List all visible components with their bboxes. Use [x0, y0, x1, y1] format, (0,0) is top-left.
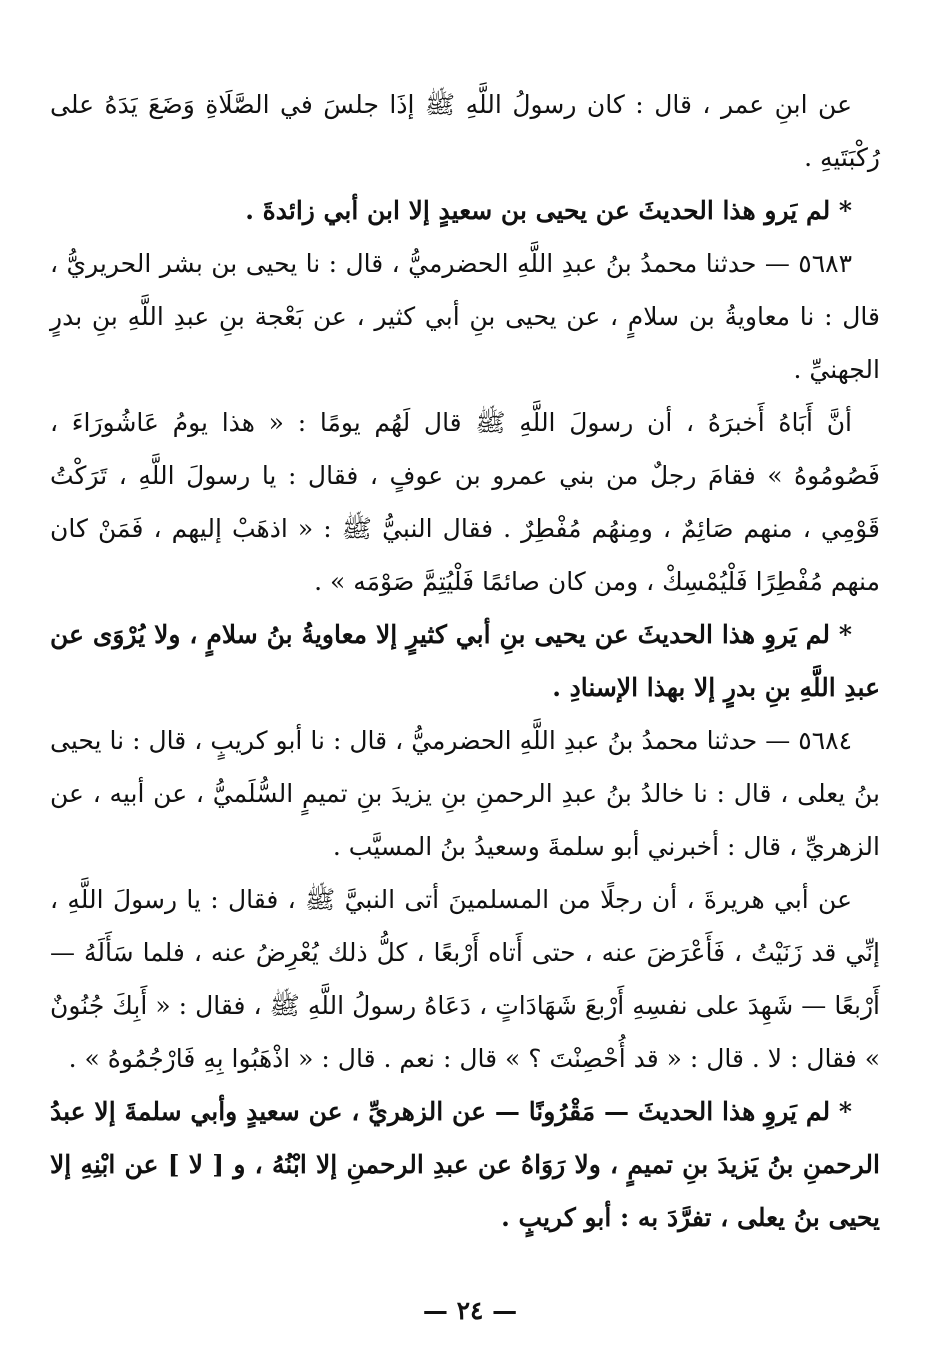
commentary-note-3: * لم يَروِ هذا الحديثَ — مَقْرُونًا — عن الزهريِّ ، عن سعيدٍ وأبي سلمةَ إلا عبدُ الرحمنِ بنُ يَزيدَ بنِ تميمٍ ، ولا رَوَاهُ عن عبدِ الرحمنِ إلا ابْنُهُ ، و [ لا ] عن ابْنِهِ إلا يحيى بنُ يعلى ، تفرَّدَ به : أبو كريبٍ . — [50, 1097, 880, 1232]
hadith-text-abu-hurayra: عن أبي هريرةَ ، أن رجلًا من المسلمينَ أتى النبيَّ ﷺ ، فقال : يا رسولَ اللَّهِ ، إنِّي قد زَنَيْتُ ، فَأَعْرَضَ عنه ، حتى أَتاه أَرْبعًا ، كلُّ ذلك يُعْرِضُ عنه ، فلما سَأَلَهُ — أَرْبعًا — شَهِدَ على نفسِهِ أَرْبعَ شَهَادَاتٍ ، دَعَاهُ رسولُ اللَّهِ ﷺ ، فقال : « أَبِكَ جُنُونٌ » فقال : لا . قال : « قد أُحْصِنْتَ ؟ » قال : نعم . قال : « اذْهَبُوا بِهِ فَارْجُمُوهُ » . — [50, 885, 880, 1073]
isnad-5683: ٥٦٨٣ — حدثنا محمدُ بنُ عبدِ اللَّهِ الحضرميُّ ، قال : نا يحيى بن بشر الحريريُّ ، قال : نا معاويةُ بن سلامٍ ، عن يحيى بنِ أبي كثير ، عن بَعْجة بنِ عبدِ اللَّهِ بنِ بدرٍ الجهنيِّ . — [50, 249, 881, 384]
commentary-note-2: * لم يَروِ هذا الحديثَ عن يحيى بنِ أبي كثيرٍ إلا معاويةُ بنُ سلامٍ ، ولا يُرْوَى عن عبدِ اللَّهِ بنِ بدرٍ إلا بهذا الإسنادِ . — [50, 620, 880, 702]
hadith-text-ashura: أنَّ أَبَاهُ أَخبرَهُ ، أن رسولَ اللَّهِ ﷺ قال لَهُم يومًا : « هذا يومُ عَاشُورَاءَ ، فَصُومُوهُ » فقامَ رجلٌ من بني عمرو بن عوفٍ ، فقال : يا رسولَ اللَّهِ ، تَرَكْتُ قَوْمِي ، منهم صَائِمٌ ، ومِنهُم مُفْطِرٌ . فقال النبيُّ ﷺ : « اذهَبْ إليهم ، فَمَنْ كان منهم مُفْطِرًا فَلْيُمْسِكْ ، ومن كان صائمًا فَلْيُتِمَّ صَوْمَه » . — [50, 408, 880, 596]
document-body — [50, 78, 880, 1244]
isnad-5684: ٥٦٨٤ — حدثنا محمدُ بنُ عبدِ اللَّهِ الحضرميُّ ، قال : نا أبو كريبٍ ، قال : نا يحيى بنُ يعلى ، قال : نا خالدُ بنُ عبدِ الرحمنِ بنِ يزيدَ بنِ تميمٍ السُّلَميُّ ، عن أبيه ، عن الزهريِّ ، قال : أخبرني أبو سلمةَ وسعيدُ بنُ المسيَّب . — [50, 726, 880, 861]
commentary-note-1: * لم يَرو هذا الحديثَ عن يحيى بن سعيدٍ إلا ابن أبي زائدةَ . — [245, 196, 852, 225]
hadith-text-ibn-umar: عن ابنِ عمر ، قال : كان رسولُ اللَّهِ ﷺ إذَا جلسَ في الصَّلَاةِ وَضَعَ يَدَهُ على رُكْبَتَيهِ . — [50, 90, 880, 172]
page-number: — ٢٤ — — [422, 1296, 518, 1325]
